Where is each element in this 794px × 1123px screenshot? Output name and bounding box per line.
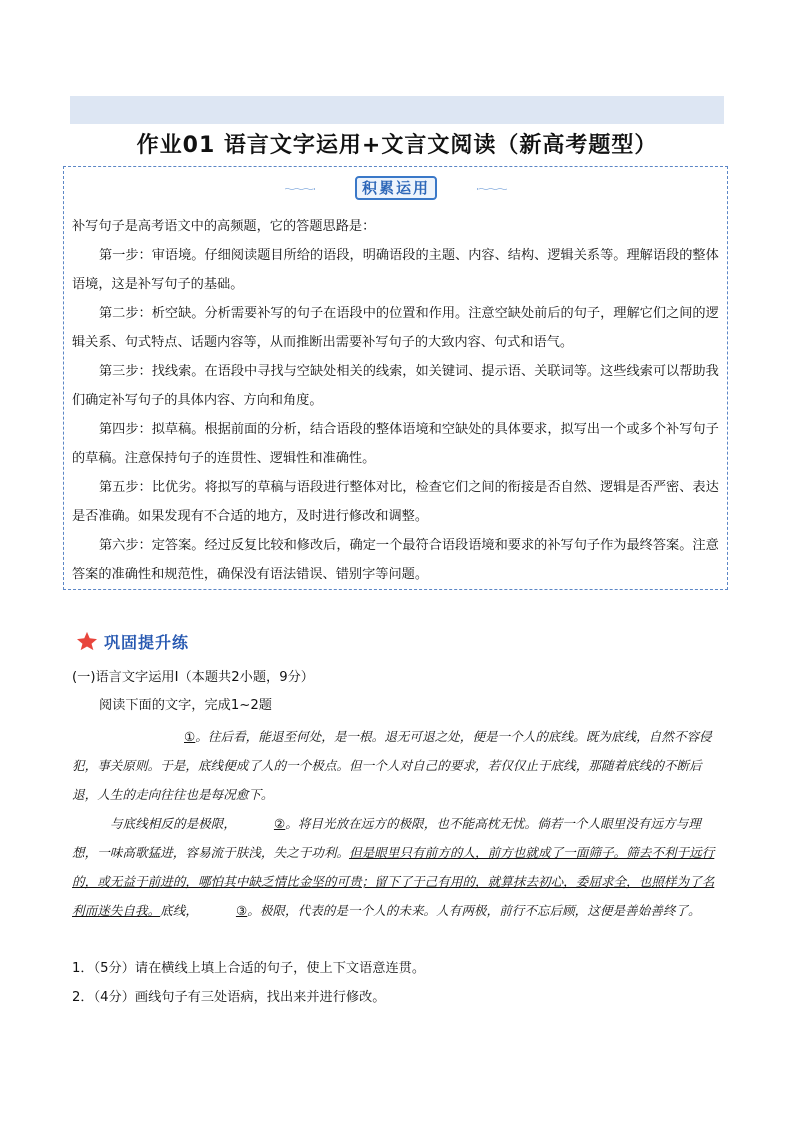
step-6: 第六步：定答案。经过反复比较和修改后，确定一个最符合语段语境和要求的补写句子作为最终答案。注意答案的准确性和规范性，确保没有语法错误、错别字等问题。 (72, 538, 719, 582)
question-1: 1．（5分）请在横线上填上合适的句子，使上下文语意连贯。 (72, 961, 426, 976)
passage-paragraph-1: ①。往后看，能退至何处，是一根。退无可退之处，便是一个人的底线。既为底线，自然不容侵犯，事关原则。于是，底线便成了人的一个极点。但一个人对自己的要求，若仅仅止于底线，那随着底线的不断后退，人生的走向往往也是每况愈下。 (72, 722, 724, 809)
question-2: 2．（4分）画线句子有三处语病，找出来并进行修改。 (72, 990, 386, 1005)
intro-text: 补写句子是高考语文中的高频题，它的答题思路是： (72, 219, 376, 234)
blank-1: ① (184, 729, 196, 744)
step-2: 第二步：析空缺。分析需要补写的句子在语段中的位置和作用。注意空缺处前后的句子，理解它们之间的逻辑关系、句式特点、话题内容等，从而推断出需要补写句子的大致内容、句式和语气。 (72, 306, 719, 350)
step-4: 第四步：拟草稿。根据前面的分析，结合语段的整体语境和空缺处的具体要求，拟写出一个或多个补写句子的草稿。注意保持句子的连贯性、逻辑性和准确性。 (72, 422, 719, 466)
blank-2: ② (273, 816, 286, 831)
step-3: 第三步：找线索。在语段中寻找与空缺处相关的线索，如关键词、提示语、关联词等。这些线索可以帮助我们确定补写句子的具体内容、方向和角度。 (72, 364, 719, 408)
wave-decor-right-icon (447, 188, 537, 190)
passage-paragraph-2: 与底线相反的是极限， ②。将目光放在远方的极限，也不能高枕无忧。倘若一个人眼里没有远方与理想，一味高歌猛进，容易流于肤浅，失之于功利。但是眼里只有前方的人，前方也就成了一面筛子。筛去不利于远行的，或无益于前进的，哪怕其中缺乏情比金坚的可贵；留下了于己有用的，就算抹去初心，委屈求全，也照样为了名利而迷失自我。底线， ③。极限，代表的是一个人的未来。人有两极，前行不忘后顾，这便是善始善终了。 (72, 809, 724, 925)
accumulation-badge: 积累运用 (355, 176, 437, 200)
step-1: 第一步：审语境。仔细阅读题目所给的语段，明确语段的主题、内容、结构、逻辑关系等。理解语段的整体语境，这是补写句子的基础。 (72, 248, 719, 292)
underlined-sentence: 但是眼里只有前方的人，前方也就成了一面筛子。筛去不利于远行的，或无益于前进的，哪怕其中缺乏情比金坚的可贵；留下了于己有用的，就算抹去初心，委屈求全，也照样为了名利而迷失自我。 (72, 845, 715, 918)
badge-group (255, 176, 545, 202)
part-heading: (一)语言文字运用Ⅰ（本题共2小题，9分） (72, 670, 314, 685)
section-title: 巩固提升练 (104, 632, 190, 652)
star-icon (76, 631, 98, 651)
blank-3: ③ (235, 903, 248, 918)
step-5: 第五步：比优劣。将拟写的草稿与语段进行整体对比，检查它们之间的衔接是否自然、逻辑是否严密、表达是否准确。如果发现有不合适的地方，及时进行修改和调整。 (72, 480, 719, 524)
header-bar (70, 96, 724, 124)
page-title: 作业01 语言文字运用+文言文阅读（新高考题型） (136, 133, 658, 158)
section-header (76, 628, 189, 654)
wave-decor-left-icon (255, 188, 345, 190)
reading-instruction: 阅读下面的文字，完成1~2题 (99, 698, 272, 713)
